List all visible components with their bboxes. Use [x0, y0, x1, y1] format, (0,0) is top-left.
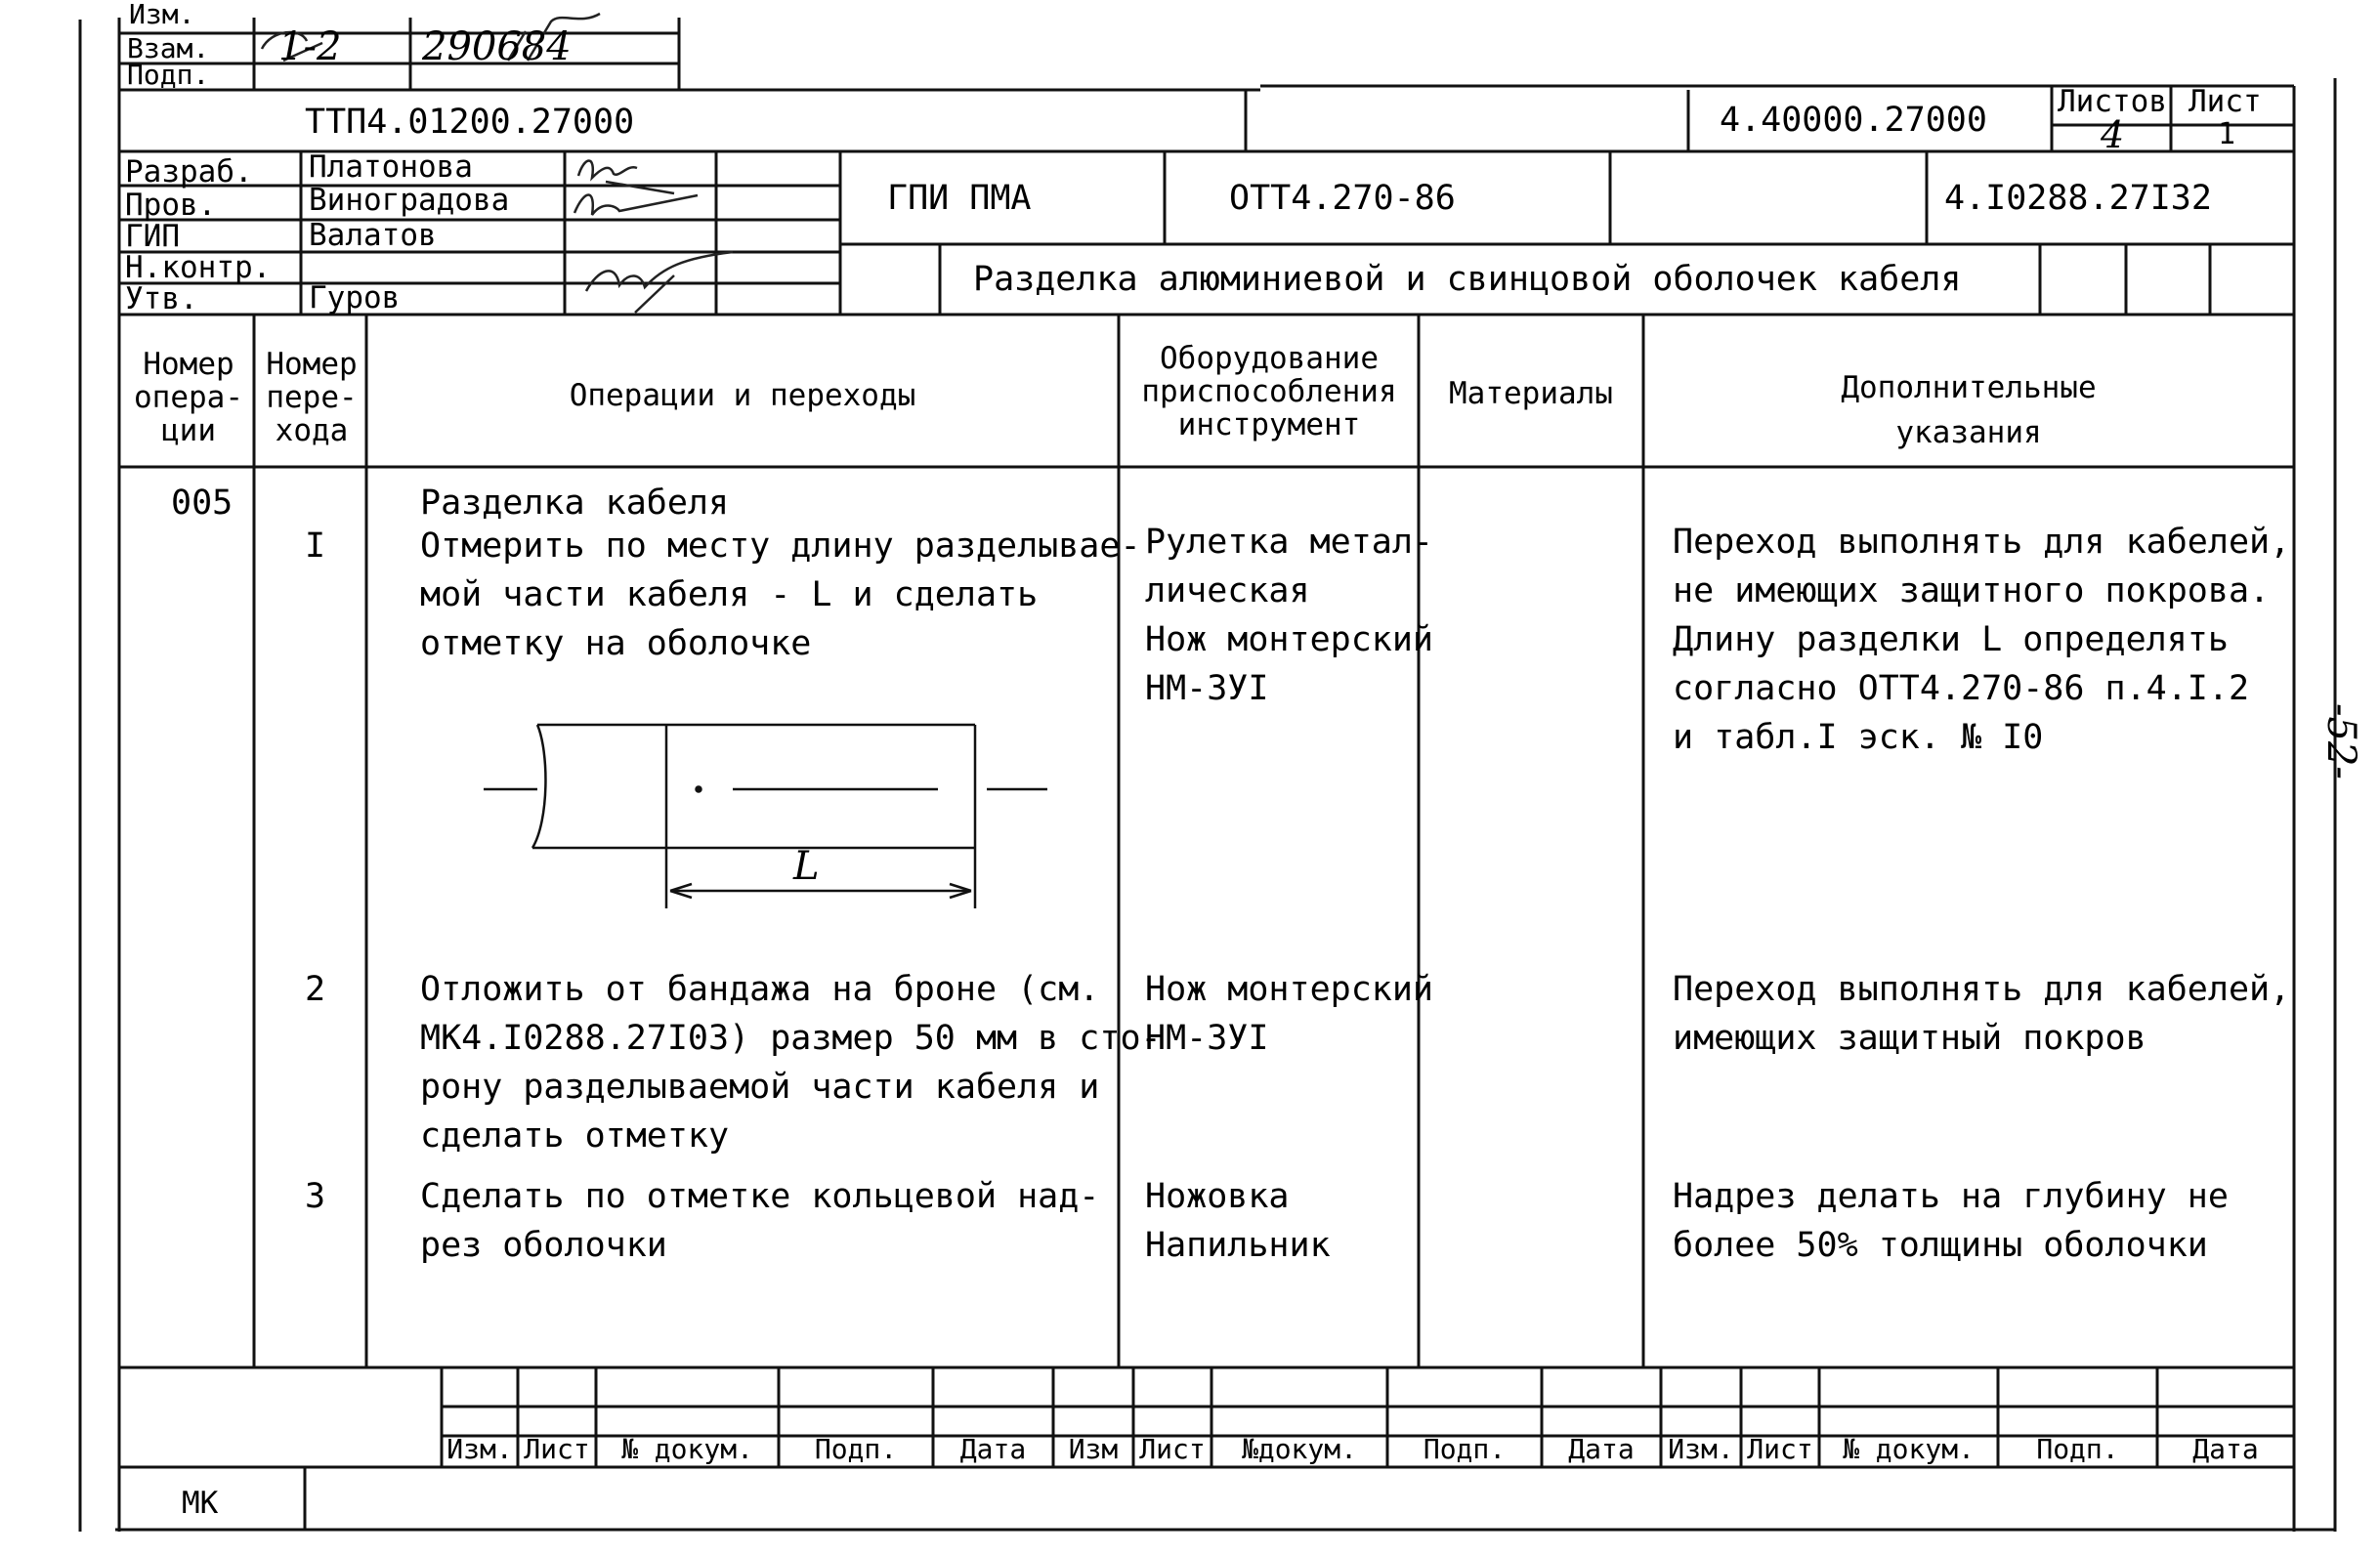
- step-notes: Переход выполнять для кабелей, не имеющих защитного покрова. Длину разделки L определять согласно ОТТ4.270-86 п.4.I.2 и табл.I эск. № I0: [1673, 523, 2291, 757]
- col-notes: Дополнительные указания: [1841, 370, 2097, 450]
- sheets-value: 4: [2101, 113, 2125, 156]
- footer-col: Дата: [959, 1433, 1027, 1465]
- rev-zam-label: Взам.: [127, 32, 210, 64]
- sheet-label: Лист: [2189, 84, 2262, 119]
- margin-page-number: -52-: [2318, 703, 2363, 779]
- step-tools: Ножовка Напильник: [1145, 1177, 1331, 1265]
- form-code: МК: [182, 1486, 219, 1521]
- sig-role: Разраб.: [125, 154, 253, 189]
- col-operations: Операции и переходы: [569, 378, 916, 413]
- footer-col: Подп.: [1423, 1433, 1507, 1465]
- footer-col: №докум.: [1241, 1433, 1357, 1465]
- footer-col: Лист: [1139, 1433, 1206, 1465]
- rev-zam-value: 1-2: [278, 24, 342, 69]
- footer-col: Дата: [2192, 1433, 2259, 1465]
- col-op-no: Номер опера- ции: [134, 347, 243, 448]
- step-tools: Нож монтерский НМ-3УI: [1145, 970, 1434, 1058]
- col-materials: Материалы: [1449, 376, 1613, 411]
- sig-role: Пров.: [125, 188, 217, 223]
- document-title: Разделка алюминиевой и свинцовой оболочек кабеля: [973, 260, 1962, 299]
- footer-col: Лист: [1747, 1433, 1813, 1465]
- sig-role: ГИП: [125, 219, 180, 254]
- step-text: Отложить от бандажа на броне (см. МК4.I0288.27I03) размер 50 мм в сто- рону разделываемой части кабеля и сделать отметку: [420, 970, 1162, 1156]
- doc-code-left: ТТП4.01200.27000: [305, 103, 635, 142]
- step-notes: Надрез делать на глубину не более 50% толщины оболочки: [1673, 1177, 2229, 1265]
- operation-number: 005: [171, 484, 234, 523]
- step-tools: Рулетка метал- лическая Нож монтерский НМ-3УI: [1145, 523, 1434, 708]
- sig-name: Валатов: [309, 218, 437, 253]
- doc-number: 4.I0288.27I32: [1944, 179, 2212, 218]
- footer-col: Изм.: [446, 1433, 513, 1465]
- sig-name: Платонова: [309, 149, 473, 185]
- sketch-dimension-label: L: [793, 844, 820, 889]
- footer-col: Лист: [524, 1433, 590, 1465]
- sheets-label: Листов: [2058, 84, 2167, 119]
- step-number: 3: [305, 1177, 326, 1216]
- footer-col: Изм.: [1668, 1433, 1734, 1465]
- org-name: ГПИ ПМА: [887, 179, 1032, 218]
- footer-col: Дата: [1568, 1433, 1635, 1465]
- operation-title: Разделка кабеля: [420, 484, 730, 523]
- col-equipment: Оборудование приспособления инструмент: [1141, 341, 1397, 442]
- footer-col: Подп.: [2036, 1433, 2119, 1465]
- cable-sketch: [484, 725, 1047, 908]
- rev-izm-label: Изм.: [129, 0, 195, 30]
- sig-role: Н.контр.: [125, 250, 272, 285]
- sheet-value: 1: [2218, 117, 2236, 151]
- col-step-no: Номер пере- хода: [266, 347, 358, 448]
- footer-col: Изм: [1068, 1433, 1119, 1465]
- footer-col: № докум.: [621, 1433, 753, 1465]
- standard-code: ОТТ4.270-86: [1229, 179, 1456, 218]
- step-text: Сделать по отметке кольцевой над- рез оболочки: [420, 1177, 1100, 1265]
- footer-col: № докум.: [1843, 1433, 1975, 1465]
- sig-role: Утв.: [125, 281, 198, 316]
- sig-name: Виноградова: [309, 183, 510, 218]
- doc-code-right: 4.40000.27000: [1720, 101, 1987, 140]
- rev-podp-label: Подп.: [127, 59, 210, 91]
- footer-col: Подп.: [814, 1433, 898, 1465]
- step-number: 2: [305, 970, 326, 1009]
- rev-doc-number: 290684: [422, 24, 572, 69]
- step-number: I: [305, 526, 326, 566]
- sig-name: Гуров: [309, 280, 401, 315]
- step-text: Отмерить по месту длину разделывае- мой части кабеля - L и сделать отметку на оболочке: [420, 526, 1141, 663]
- step-notes: Переход выполнять для кабелей, имеющих защитный покров: [1673, 970, 2291, 1058]
